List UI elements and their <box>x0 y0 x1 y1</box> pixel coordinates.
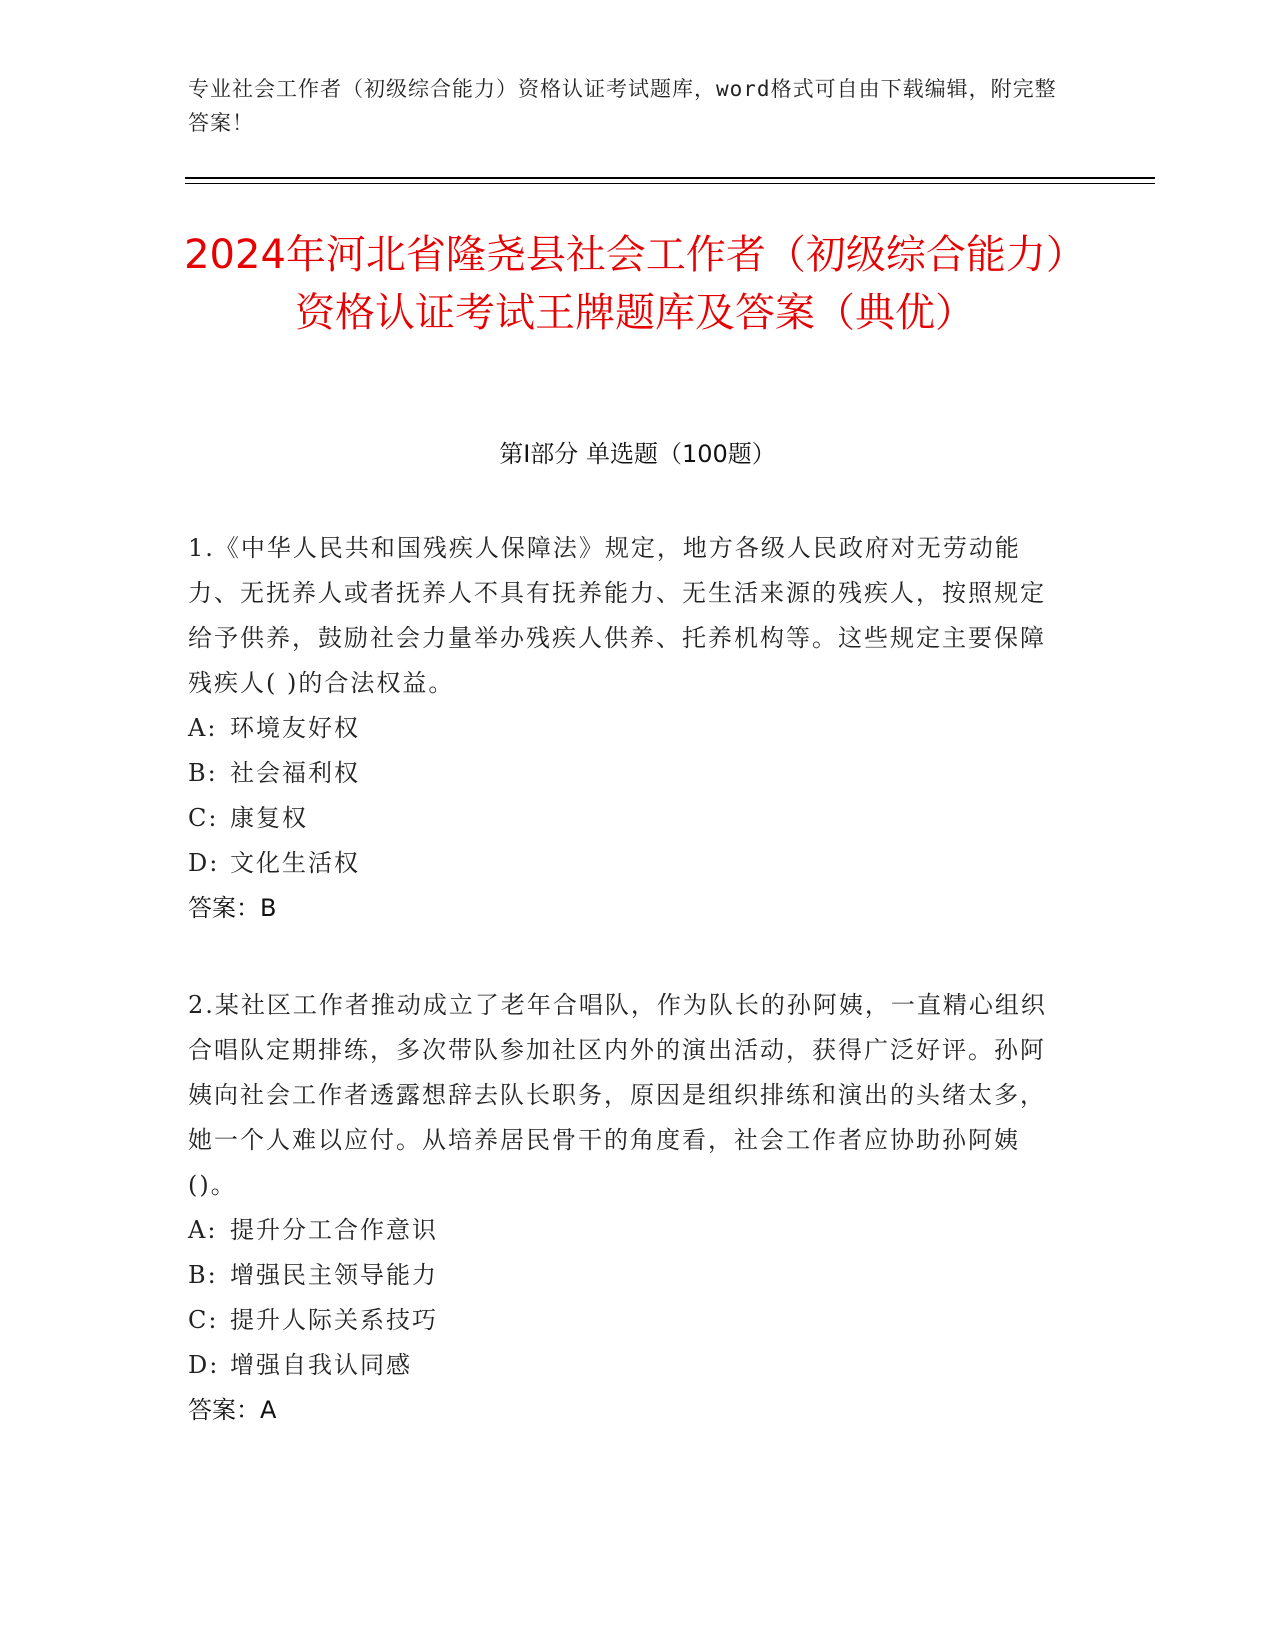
option-text: 文化生活权 <box>230 849 360 877</box>
option-key: C: <box>188 1306 219 1334</box>
option-key: C: <box>188 804 219 832</box>
header-rule-thin <box>185 183 1155 184</box>
answer-label: 答案：B <box>188 894 277 922</box>
question-stem: 1.《中华人民共和国残疾人保障法》规定，地方各级人民政府对无劳动能力、无抚养人或者抚养人不具有抚养能力、无生活来源的残疾人，按照规定给予供养，鼓励社会力量举办残疾人供养、托养机构等。这些规定主要保障残疾人( )的合法权益。 <box>188 534 1046 697</box>
option-d <box>188 1343 1068 1388</box>
option-text: 提升分工合作意识 <box>230 1216 438 1244</box>
option-d <box>188 841 1068 886</box>
document-title: 2024年河北省隆尧县社会工作者（初级综合能力）资格认证考试王牌题库及答案（典优） <box>184 232 1086 336</box>
header-rule-thick <box>185 177 1155 179</box>
question-1 <box>188 526 1068 931</box>
option-key: D: <box>188 1351 220 1379</box>
option-a <box>188 1208 1068 1253</box>
option-text: 增强自我认同感 <box>230 1351 412 1379</box>
option-c <box>188 796 1068 841</box>
header-note: 专业社会工作者（初级综合能力）资格认证考试题库，word格式可自由下载编辑，附完整答案！ <box>188 77 1057 135</box>
option-b <box>188 1253 1068 1298</box>
option-a <box>188 706 1068 751</box>
question-2 <box>188 983 1068 1433</box>
option-key: A: <box>188 714 218 742</box>
option-key: B: <box>188 1261 218 1289</box>
option-text: 康复权 <box>230 804 308 832</box>
option-key: B: <box>188 759 218 787</box>
question-stem: 2.某社区工作者推动成立了老年合唱队，作为队长的孙阿姨，一直精心组织合唱队定期排练，多次带队参加社区内外的演出活动，获得广泛好评。孙阿姨向社会工作者透露想辞去队长职务，原因是组织排练和演出的头绪太多，她一个人难以应付。从培养居民骨干的角度看，社会工作者应协助孙阿姨()。 <box>188 991 1047 1199</box>
option-text: 提升人际关系技巧 <box>230 1306 438 1334</box>
option-key: D: <box>188 849 220 877</box>
option-b <box>188 751 1068 796</box>
option-key: A: <box>188 1216 218 1244</box>
option-c <box>188 1298 1068 1343</box>
section-title: 第Ⅰ部分 单选题（100题） <box>499 440 776 468</box>
option-text: 增强民主领导能力 <box>230 1261 438 1289</box>
option-text: 社会福利权 <box>230 759 360 787</box>
option-text: 环境友好权 <box>230 714 360 742</box>
answer-label: 答案：A <box>188 1396 277 1424</box>
